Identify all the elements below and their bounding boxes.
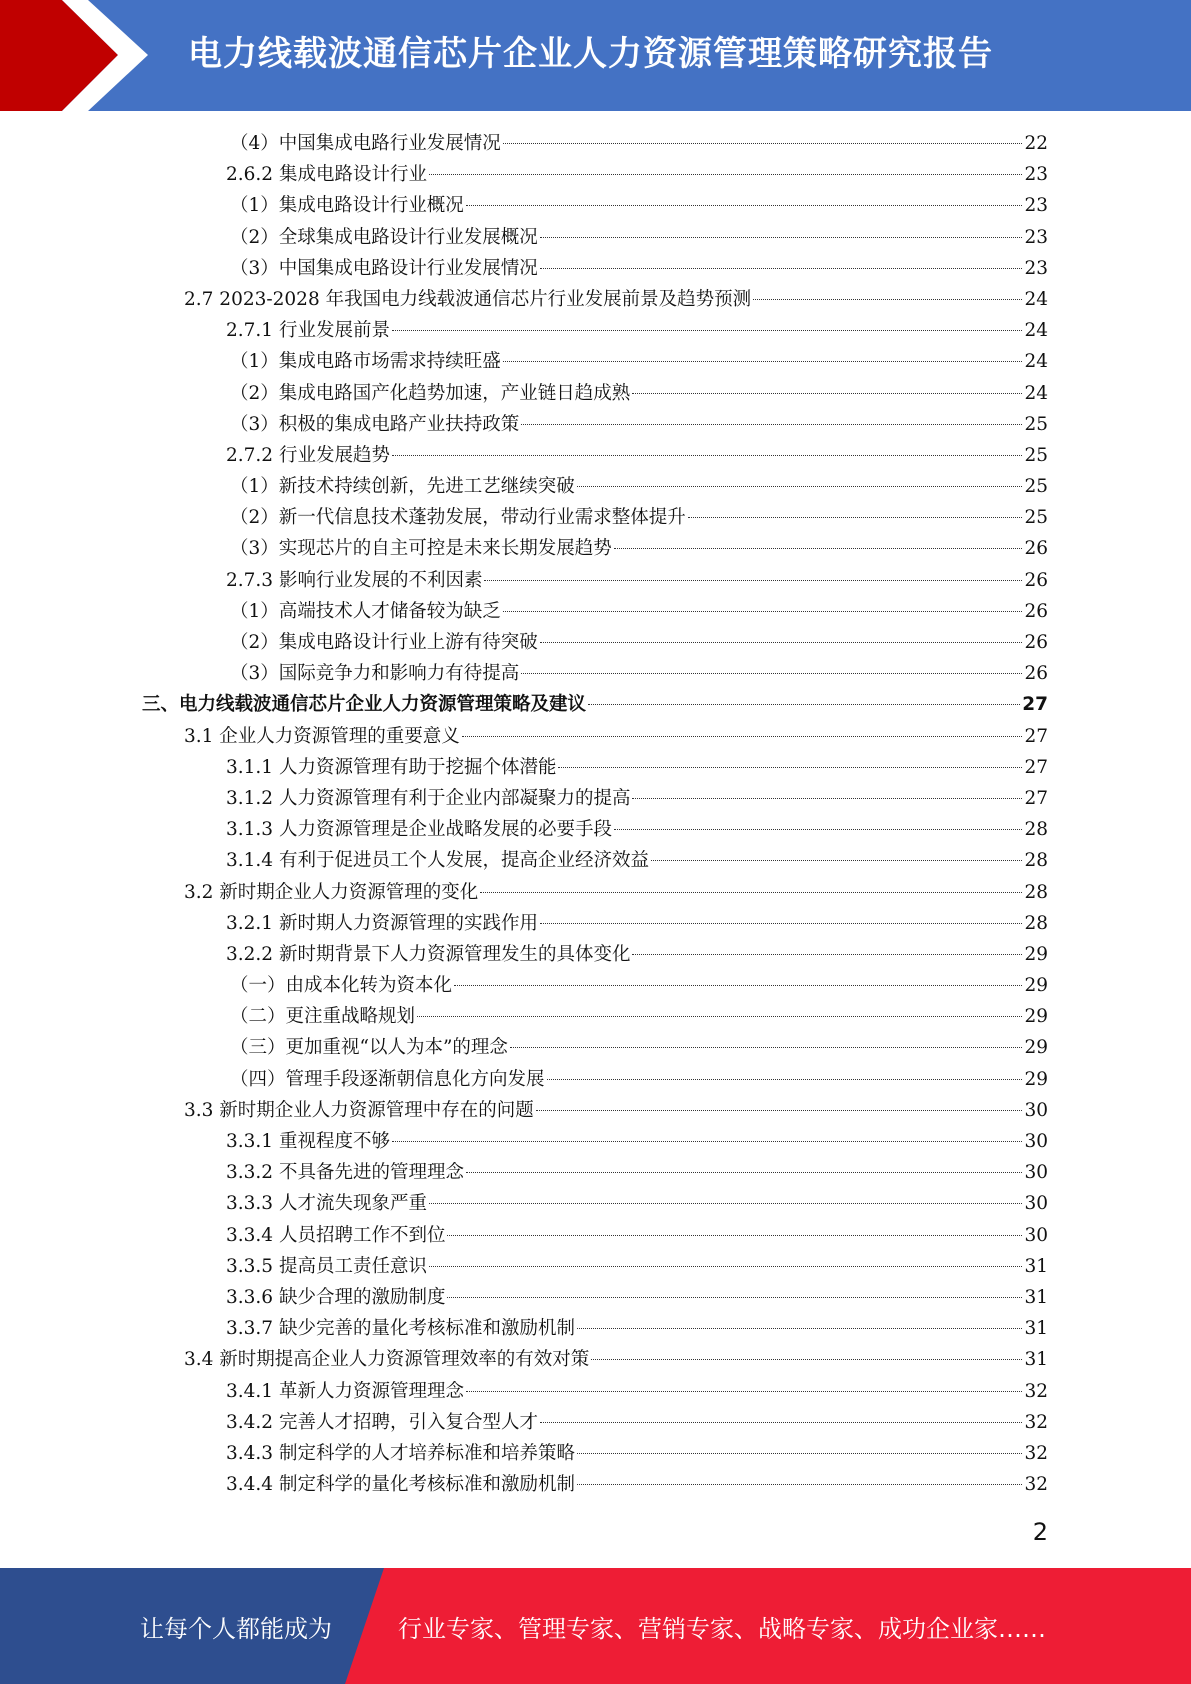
- toc-entry-page: 30: [1024, 1099, 1048, 1121]
- toc-entry-title: 3.2 新时期企业人力资源管理的变化: [184, 881, 479, 903]
- toc-entry-page: 24: [1024, 320, 1048, 342]
- toc-entry-page: 22: [1024, 133, 1048, 154]
- toc-entry[interactable]: [0, 1313, 1191, 1344]
- toc-entry-page: 30: [1024, 1193, 1048, 1215]
- toc-entry[interactable]: [0, 284, 1191, 315]
- toc-entry-title: 3.4.1 革新人力资源管理理念: [226, 1380, 464, 1402]
- toc-leader-dots: [540, 642, 1023, 643]
- toc-entry-page: 29: [1024, 1037, 1048, 1059]
- toc-entry-page: 26: [1024, 569, 1048, 591]
- toc-entry-page: 26: [1024, 600, 1048, 622]
- toc-leader-dots: [753, 299, 1022, 300]
- toc-leader-dots: [392, 1141, 1022, 1142]
- toc-leader-dots: [417, 1016, 1022, 1017]
- toc-leader-dots: [577, 1328, 1022, 1329]
- toc-leader-dots: [577, 1453, 1022, 1454]
- toc-entry-title: 三、电力线载波通信芯片企业人力资源管理策略及建议: [142, 694, 587, 716]
- toc-leader-dots: [651, 860, 1022, 861]
- toc-entry-title: （二）更注重战略规划: [230, 1006, 416, 1028]
- toc-entry-page: 28: [1024, 850, 1048, 872]
- toc-entry-page: 24: [1024, 288, 1048, 310]
- toc-entry[interactable]: [0, 1188, 1191, 1219]
- toc-leader-dots: [547, 1079, 1023, 1080]
- page-header: [0, 0, 1191, 111]
- toc-entry-page: 23: [1024, 257, 1048, 279]
- toc-leader-dots: [577, 1484, 1022, 1485]
- toc-entry-page: 27: [1024, 787, 1048, 809]
- toc-entry[interactable]: [0, 159, 1191, 190]
- toc-leader-dots: [521, 424, 1022, 425]
- toc-entry[interactable]: [0, 814, 1191, 845]
- toc-entry-title: 3.3.7 缺少完善的量化考核标准和激励机制: [226, 1318, 575, 1340]
- toc-entry[interactable]: [0, 222, 1191, 253]
- toc-entry-page: 25: [1024, 444, 1048, 466]
- toc-entry[interactable]: [0, 253, 1191, 284]
- toc-leader-dots: [540, 237, 1023, 238]
- toc-entry[interactable]: [0, 627, 1191, 658]
- toc-entry[interactable]: [0, 877, 1191, 908]
- report-title: 电力线载波通信芯片企业人力资源管理策略研究报告: [188, 34, 993, 74]
- toc-entry-title: （一）由成本化转为资本化: [230, 975, 453, 997]
- toc-leader-dots: [454, 985, 1022, 986]
- toc-entry-title: 3.1.3 人力资源管理是企业战略发展的必要手段: [226, 819, 612, 841]
- toc-entry[interactable]: [0, 1344, 1191, 1375]
- toc-entry-page: 27: [1022, 694, 1048, 716]
- toc-entry-page: 32: [1024, 1474, 1048, 1496]
- footer-slogan-left: 让每个人都能成为: [140, 1615, 332, 1643]
- toc-entry[interactable]: [0, 346, 1191, 377]
- toc-entry[interactable]: [0, 1376, 1191, 1407]
- toc-entry-title: 3.1.1 人力资源管理有助于挖掘个体潜能: [226, 756, 557, 778]
- toc-entry-title: （2）集成电路设计行业上游有待突破: [230, 632, 538, 653]
- toc-entry-page: 26: [1024, 663, 1048, 685]
- toc-leader-dots: [632, 798, 1022, 799]
- toc-entry-title: （1）高端技术人才储备较为缺乏: [230, 600, 501, 622]
- toc-entry[interactable]: [0, 1032, 1191, 1063]
- toc-entry-page: 25: [1024, 413, 1048, 435]
- toc-entry-page: 31: [1024, 1286, 1048, 1308]
- toc-entry-title: 3.4 新时期提高企业人力资源管理效率的有效对策: [184, 1349, 590, 1371]
- toc-entry[interactable]: [0, 315, 1191, 346]
- toc-entry[interactable]: [0, 1251, 1191, 1282]
- toc-entry-title: 3.1.2 人力资源管理有利于企业内部凝聚力的提高: [226, 787, 631, 809]
- toc-entry[interactable]: [0, 1438, 1191, 1469]
- toc-leader-dots: [688, 517, 1023, 518]
- toc-entry-title: 3.1.4 有利于促进员工个人发展，提高企业经济效益: [226, 850, 649, 872]
- toc-leader-dots: [392, 455, 1022, 456]
- toc-entry-title: 3.3 新时期企业人力资源管理中存在的问题: [184, 1099, 534, 1121]
- toc-leader-dots: [521, 673, 1022, 674]
- toc-entry-title: 2.7.2 行业发展趋势: [226, 444, 390, 466]
- toc-entry-title: （3）积极的集成电路产业扶持政策: [230, 413, 520, 435]
- toc-leader-dots: [614, 829, 1022, 830]
- toc-entry-page: 24: [1024, 382, 1048, 404]
- toc-entry[interactable]: [0, 1095, 1191, 1126]
- toc-entry[interactable]: [0, 596, 1191, 627]
- toc-entry[interactable]: [0, 471, 1191, 502]
- toc-entry-page: 28: [1024, 819, 1048, 841]
- toc-entry-page: 26: [1024, 632, 1048, 653]
- toc-entry[interactable]: [0, 1407, 1191, 1438]
- toc-entry[interactable]: [0, 783, 1191, 814]
- toc-entry[interactable]: [0, 689, 1191, 720]
- toc-entry[interactable]: [0, 1282, 1191, 1313]
- toc-leader-dots: [466, 1391, 1022, 1392]
- toc-entry-title: 3.3.1 重视程度不够: [226, 1131, 390, 1152]
- toc-entry[interactable]: [0, 190, 1191, 221]
- toc-leader-dots: [540, 923, 1022, 924]
- toc-leader-dots: [614, 548, 1023, 549]
- toc-entry-page: 29: [1024, 1006, 1048, 1028]
- toc-entry[interactable]: [0, 908, 1191, 939]
- toc-entry-title: （1）集成电路设计行业概况: [230, 195, 464, 217]
- toc-leader-dots: [632, 954, 1022, 955]
- toc-entry[interactable]: [0, 565, 1191, 596]
- toc-entry-title: 2.7 2023-2028 年我国电力线载波通信芯片行业发展前景及趋势预测: [184, 288, 752, 310]
- toc-entry-page: 27: [1024, 756, 1048, 778]
- toc-leader-dots: [447, 1235, 1022, 1236]
- toc-entry-title: 3.3.3 人才流失现象严重: [226, 1193, 427, 1215]
- toc-entry-title: （2）全球集成电路设计行业发展概况: [230, 226, 538, 248]
- footer-slogan-right: 行业专家、管理专家、营销专家、战略专家、成功企业家……: [398, 1615, 1046, 1643]
- toc-leader-dots: [429, 174, 1022, 175]
- toc-entry-title: （四）管理手段逐渐朝信息化方向发展: [230, 1068, 545, 1090]
- toc-entry-title: 3.2.1 新时期人力资源管理的实践作用: [226, 912, 538, 934]
- toc-leader-dots: [447, 1297, 1022, 1298]
- toc-entry-title: 3.3.5 提高员工责任意识: [226, 1255, 427, 1277]
- toc-entry-title: （1）集成电路市场需求持续旺盛: [230, 351, 501, 373]
- toc-entry-title: 2.7.3 影响行业发展的不利因素: [226, 569, 483, 591]
- toc-entry-title: （2）集成电路国产化趋势加速，产业链日趋成熟: [230, 382, 631, 404]
- toc-leader-dots: [503, 143, 1023, 144]
- toc-entry-title: （三）更加重视“以人为本”的理念: [230, 1037, 508, 1059]
- toc-entry[interactable]: [0, 440, 1191, 471]
- toc-entry-title: 3.1 企业人力资源管理的重要意义: [184, 725, 460, 747]
- toc-entry-page: 25: [1024, 476, 1048, 498]
- toc-entry[interactable]: [0, 1064, 1191, 1095]
- toc-entry-title: 3.4.4 制定科学的量化考核标准和激励机制: [226, 1474, 575, 1496]
- toc-leader-dots: [480, 892, 1022, 893]
- page-number: 2: [1032, 1518, 1048, 1546]
- toc-entry-title: 3.3.4 人员招聘工作不到位: [226, 1224, 446, 1246]
- toc-entry-page: 23: [1024, 195, 1048, 217]
- toc-entry-page: 32: [1024, 1442, 1048, 1464]
- toc-entry-page: 30: [1024, 1162, 1048, 1184]
- toc-leader-dots: [558, 767, 1022, 768]
- toc-entry-title: 3.4.2 完善人才招聘，引入复合型人才: [226, 1411, 538, 1433]
- toc-leader-dots: [503, 611, 1023, 612]
- toc-leader-dots: [462, 736, 1023, 737]
- toc-entry-page: 31: [1024, 1318, 1048, 1340]
- toc-entry-page: 29: [1024, 943, 1048, 965]
- toc-leader-dots: [591, 1359, 1022, 1360]
- toc-entry-title: （3）实现芯片的自主可控是未来长期发展趋势: [230, 538, 612, 560]
- toc-entry-title: 2.6.2 集成电路设计行业: [226, 164, 427, 186]
- toc-leader-dots: [503, 361, 1023, 362]
- toc-entry-page: 32: [1024, 1411, 1048, 1433]
- toc-entry-title: （1）新技术持续创新，先进工艺继续突破: [230, 476, 575, 498]
- toc-entry-page: 32: [1024, 1380, 1048, 1402]
- toc-entry-page: 31: [1024, 1255, 1048, 1277]
- toc-entry-page: 28: [1024, 881, 1048, 903]
- toc-entry-page: 24: [1024, 351, 1048, 373]
- toc-entry-title: （3）国际竞争力和影响力有待提高: [230, 663, 520, 685]
- toc-entry[interactable]: [0, 1469, 1191, 1500]
- toc-entry-page: 23: [1024, 226, 1048, 248]
- toc-entry[interactable]: [0, 533, 1191, 564]
- toc-entry-title: 3.4.3 制定科学的人才培养标准和培养策略: [226, 1442, 575, 1464]
- toc-entry[interactable]: [0, 1157, 1191, 1188]
- toc-entry[interactable]: [0, 128, 1191, 159]
- toc-entry-page: 23: [1024, 164, 1048, 186]
- toc-entry-page: 29: [1024, 1068, 1048, 1090]
- table-of-contents: [0, 128, 1191, 1500]
- toc-leader-dots: [536, 1110, 1023, 1111]
- toc-entry-page: 27: [1024, 725, 1048, 747]
- toc-leader-dots: [540, 268, 1023, 269]
- toc-leader-dots: [484, 580, 1022, 581]
- toc-leader-dots: [632, 393, 1022, 394]
- toc-entry-page: 30: [1024, 1224, 1048, 1246]
- toc-leader-dots: [466, 1172, 1022, 1173]
- toc-entry-title: 3.3.6 缺少合理的激励制度: [226, 1286, 446, 1308]
- toc-entry-page: 26: [1024, 538, 1048, 560]
- toc-leader-dots: [577, 486, 1023, 487]
- toc-entry[interactable]: [0, 658, 1191, 689]
- toc-leader-dots: [510, 1047, 1023, 1048]
- toc-entry-title: （2）新一代信息技术蓬勃发展，带动行业需求整体提升: [230, 507, 686, 529]
- toc-entry[interactable]: [0, 1001, 1191, 1032]
- toc-leader-dots: [466, 205, 1023, 206]
- toc-entry-page: 29: [1024, 975, 1048, 997]
- toc-entry[interactable]: [0, 970, 1191, 1001]
- toc-entry[interactable]: [0, 752, 1191, 783]
- toc-leader-dots: [392, 330, 1022, 331]
- toc-entry[interactable]: [0, 502, 1191, 533]
- toc-entry-title: 2.7.1 行业发展前景: [226, 320, 390, 342]
- toc-entry[interactable]: [0, 845, 1191, 876]
- page-footer: [0, 1568, 1191, 1684]
- toc-entry[interactable]: [0, 378, 1191, 409]
- toc-entry-page: 30: [1024, 1131, 1048, 1152]
- toc-entry[interactable]: [0, 1220, 1191, 1251]
- toc-leader-dots: [429, 1203, 1022, 1204]
- toc-entry-page: 25: [1024, 507, 1048, 529]
- toc-leader-dots: [540, 1422, 1022, 1423]
- toc-entry[interactable]: [0, 721, 1191, 752]
- toc-entry-title: （4）中国集成电路行业发展情况: [230, 133, 501, 154]
- toc-entry-title: （3）中国集成电路设计行业发展情况: [230, 257, 538, 279]
- toc-entry-title: 3.3.2 不具备先进的管理理念: [226, 1162, 464, 1184]
- toc-leader-dots: [429, 1266, 1022, 1267]
- toc-entry[interactable]: [0, 1126, 1191, 1157]
- toc-leader-dots: [588, 704, 1020, 705]
- toc-entry-title: 3.2.2 新时期背景下人力资源管理发生的具体变化: [226, 943, 631, 965]
- toc-entry[interactable]: [0, 939, 1191, 970]
- toc-entry-page: 31: [1024, 1349, 1048, 1371]
- toc-entry-page: 28: [1024, 912, 1048, 934]
- toc-entry[interactable]: [0, 409, 1191, 440]
